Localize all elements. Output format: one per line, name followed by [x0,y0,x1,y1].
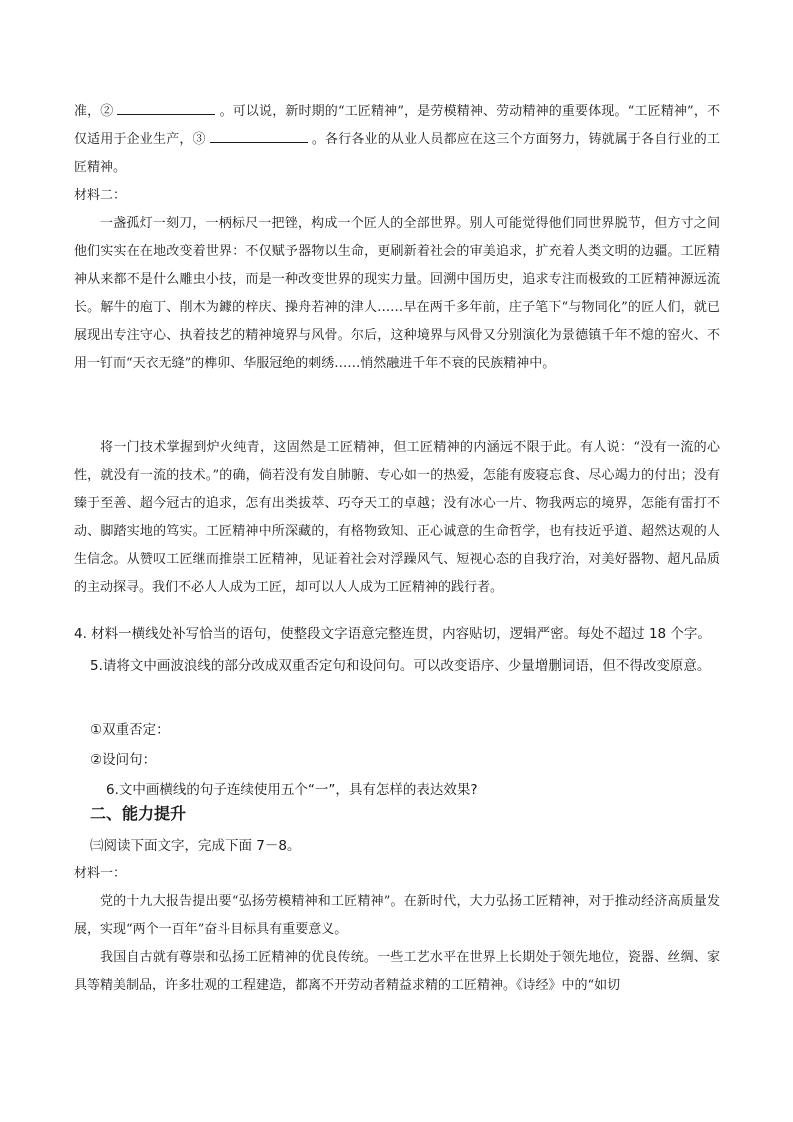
material-2-label: 材料二： [74,188,127,203]
material-2-paragraph-1: 一盏孤灯一刻刀，一柄标尺一把锉，构成一个匠人的全部世界。别人可能觉得他们同世界脱节，但方寸之间他们实实在在地改变着世界：不仅赋予器物以生命，更刷新着社会的审美追求，扩充着人类文明的边疆。工匠精神从来都不是什么雕虫小技，而是一种改变世界的现实力量。回溯中国历史，追求专注而极致的工匠精神源远流长。解牛的庖丁、削木为鐻的梓庆、操舟若神的津人……早在两千多年前，庄子笔下“与物同化”的匠人们，就已展现出专注守心、执着技艺的精神境界与风骨。尔后，这种境界与风骨又分别演化为景德镇千年不熄的窑火、不用一钉而“天衣无缝”的榫卯、华服冠绝的刺绣……悄然融进千年不衰的民族精神中。 [74,216,720,371]
text-fragment: 准，② [74,104,114,119]
question-5-double-negative: ①双重否定： [90,722,170,738]
answer-blank-3[interactable] [210,128,308,143]
paragraph-continued [74,98,720,182]
material-1-paragraph-1: 党的十九大报告提出要“弘扬劳模精神和工匠精神”。在新时代，大力弘扬工匠精神，对于推动经济高质量发展，实现“两个一百年”奋斗目标具有重要意义。 [74,894,720,937]
answer-blank-2[interactable] [117,100,215,115]
material-1-label: 材料一： [74,866,127,881]
question-6: 6.文中画横线的句子连续使用五个“一”，具有怎样的表达效果? [106,782,478,798]
question-4: 4. 材料一横线处补写恰当的语句，使整段文字语意完整连贯，内容贴切，逻辑严密。每处不超过 18 个字。 [74,626,711,642]
material-2-paragraph-2: 将一门技术掌握到炉火纯青，这固然是工匠精神，但工匠精神的内涵远不限于此。有人说：“没有一流的心性，就没有一流的技术。”的确，倘若没有发自肺腑、专心如一的热爱，怎能有废寝忘食、尽心竭力的付出；没有臻于至善、超今冠古的追求，怎有出类拔萃、巧夺天工的卓越；没有冰心一片、物我两忘的境界，怎能有雷打不动、脚踏实地的笃实。工匠精神中所深藏的，有格物致知、正心诚意的生命哲学，也有技近乎道、超然达观的人生信念。从赞叹工匠继而推崇工匠精神，见证着社会对浮躁风气、短视心态的自我疗治，对美好器物、超凡品质的主动探寻。我们不必人人成为工匠，却可以人人成为工匠精神的践行者。 [74,440,720,595]
question-5: 5.请将文中画波浪线的部分改成双重否定句和设问句。可以改变语序、少量增删词语，但不得改变原意。 [90,658,711,674]
reading-instruction: ㈢阅读下面文字，完成下面 7－8。 [90,838,301,854]
material-1-paragraph-2: 我国自古就有尊崇和弘扬工匠精神的优良传统。一些工艺水平在世界上长期处于领先地位，瓷器、丝绸、家具等精美制品，许多壮观的工程建造，都离不开劳动者精益求精的工匠精神。《诗经》中的“如切 [74,950,720,993]
text-fragment: 。各行各业的从业人员都应在这三个方面努力，铸就属于各自行业的工匠精神。 [74,132,720,175]
question-5-rhetorical: ②设问句： [90,752,157,768]
section-heading: 二、能力提升 [90,804,187,823]
text-fragment: 。可以说，新时期的“工匠精神”，是劳模精神、劳动精神的重要体现。“工匠精神”，不仅适用于企业生产，③ [74,104,720,147]
